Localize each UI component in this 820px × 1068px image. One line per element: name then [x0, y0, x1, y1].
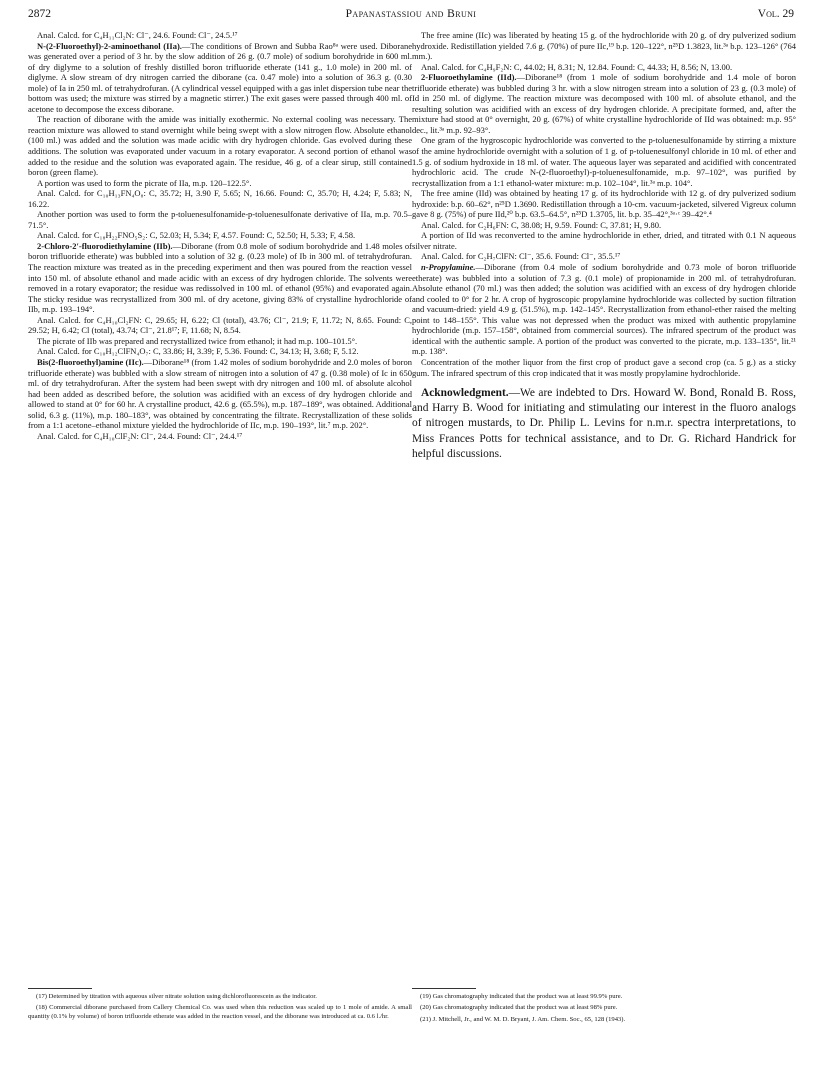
analysis-paragraph: Anal. Calcd. for C₂H₆FN: C, 38.08; H, 9.59. Found: C, 37.81; H, 9.80.	[421, 219, 662, 230]
procedure-paragraph	[412, 262, 796, 357]
volume-label: Vol. 29	[757, 8, 794, 20]
footnote-19: (19) Gas chromatography indicated that the product was at least 99.9% pure.	[420, 993, 623, 1000]
body-paragraph: A portion was used to form the picrate of IIa, m.p. 120–122.5°.	[37, 177, 252, 188]
analysis-paragraph: Anal. Calcd. for C₁₀H₁₂ClFN₄O₇: C, 33.86; H, 3.39; F, 5.36. Found: C, 34.13; H, 3.68; F, 5.12.	[37, 346, 359, 357]
compound-heading: Bis(2-fluoroethyl)amine (IIc).	[37, 356, 144, 367]
analysis-paragraph: Anal. Calcd. for C₁₀H₁₃FN₄O₈: C, 35.72; H, 3.90 F, 5.65; N, 16.66. Found: C, 35.70; H, 4.24; F, 5.83; N, 16.22.	[28, 188, 412, 209]
footnote-20: (20) Gas chromatography indicated that the product was at least 98% pure.	[420, 1004, 618, 1012]
procedure-paragraph	[412, 72, 796, 135]
right-column	[412, 30, 796, 462]
compound-heading: 2-Chloro-2′-fluorodiethylamine (IIb).	[37, 240, 173, 251]
running-head	[28, 6, 794, 22]
footnotes-right	[412, 988, 796, 1027]
body-paragraph: The picrate of IIb was prepared and recrystallized twice from ethanol; it had m.p. 100–101.5°.	[37, 335, 358, 346]
compound-heading: N-(2-Fluoroethyl)-2-aminoethanol (IIa).	[37, 40, 182, 51]
acknowledgment-paragraph	[412, 386, 796, 462]
footnote-rule	[412, 988, 476, 989]
procedure-text: —The conditions of Brown and Subba Rao⁸ᵃ were used. Diborane was generated over a period of 3 hr. by the slow addition of 26 g. (0.7 mole) of sodium borohydride in 600 ml. of dry diglyme to a solution of freshly distilled boron trifluoride etherate (141 g., 1.0 mole) in 200 ml. of diglyme. A slow stream of dry nitrogen carried the diborane (ca. 0.47 mole) into a solution of 36.3 g. (0.30 mole) of Ia in 250 ml. of tetrahydrofuran. (A cylindrical vessel equipped with a gas inlet dispersion tube near the bottom was used; the mixture was stirred by a magnetic stirrer.) The exit gases were passed through 400 ml. of acetone to decompose the excess diborane.	[28, 40, 412, 114]
running-head-authors: Papanastassiou and Bruni	[345, 8, 477, 20]
page-number: 2872	[28, 8, 51, 20]
procedure-text: —Diborane (from 0.4 mole of sodium borohydride and 0.73 mole of boron trifluoride etherate) was bubbled into a solution of 7.3 g. (0.1 mole) of propionamide in 200 ml. of tetrahydrofuran. Absolute ethanol (70 ml.) was then added; the solution was acidified with an excess of dry hydrogen chloride and cooled to 0° for 2 hr. A crop of hygroscopic propylamine hydrochloride was collected by suction filtration and vacuum-dried: yield 4.9 g. (51.5%), m.p. 142–145°. Recrystallization from ethanol-ether raised the melting point to 148–155°. This value was not depressed when the product was mixed with authentic propylamine hydrochloride (m.p. 157–158°, obtained from commercial sources). The infrared spectrum of the product was identical with the authentic sample. A portion of the product was converted to the picrate, m.p. 133–135°, lit.²¹ m.p. 138°.	[412, 262, 796, 357]
analysis-paragraph: Anal. Calcd. for C₄H₁₀ClF₂N: Cl⁻, 24.4. Found: Cl⁻, 24.4.¹⁷	[37, 430, 243, 441]
acknowledgment-heading: Acknowledgment.	[421, 387, 509, 400]
left-column	[28, 30, 412, 441]
analysis-paragraph: Anal. Calcd. for C₂H₇ClFN: Cl⁻, 35.6. Found: Cl⁻, 35.5.¹⁷	[421, 251, 621, 262]
analysis-paragraph: Anal. Calcd. for C₄H₁₀Cl₂FN: C, 29.65; H, 6.22; Cl (total), 43.76; Cl⁻, 21.9; F, 11.72; N, 8.65. Found: C, 29.52; H, 6.42; Cl (total), 43.74; Cl⁻, 21.8¹⁷; F, 11.68; N, 8.54.	[28, 314, 412, 336]
body-paragraph: A portion of IId was reconverted to the amine hydrochloride in ether, dried, and titrated with 0.1 N aqueous silver nitrate.	[412, 230, 796, 251]
compound-heading: 2-Fluoroethylamine (IId).	[421, 72, 517, 83]
procedure-paragraph	[28, 357, 412, 431]
footnote-rule	[28, 988, 92, 989]
compound-heading: n-Propylamine.	[421, 262, 476, 273]
body-paragraph: The reaction of diborane with the amide was initially exothermic. No external cooling was necessary. The reaction mixture was allowed to stand overnight while being swept with a slow nitrogen flow. Absolute ethanol (100 ml.) was added and the solution was made acidic with dry hydrogen chloride. Gas evolved during these additions. The solution was evaporated under vacuum in a rotary evaporator. A second portion of ethanol was added to the residue and the solution was evaporated again. The residue, 46 g. of a clear sirup, still contained boron (green flame).	[28, 114, 412, 178]
analysis-paragraph: Anal. Calcd. for C₄H₉F₂N: C, 44.02; H, 8.31; N, 12.84. Found: C, 44.33; H, 8.56; N, 13.00.	[421, 61, 733, 72]
footnote-21: (21) J. Mitchell, Jr., and W. M. D. Bryant, J. Am. Chem. Soc., 65, 128 (1943).	[420, 1015, 626, 1023]
footnote-17: (17) Determined by titration with aqueous silver nitrate solution using dichlorofluorescein as the indicator.	[36, 993, 317, 1000]
procedure-paragraph	[28, 241, 412, 315]
body-paragraph: Another portion was used to form the p-toluenesulfonamide-p-toluenesulfonate derivative of IIa, m.p. 70.5–71.5°.	[28, 209, 412, 230]
body-paragraph: Concentration of the mother liquor from the first crop of product gave a second crop (ca. 5 g.) as a sticky gum. The infrared spectrum of this crop indicated that it was mostly propylamine hydrochloride.	[412, 356, 796, 378]
analysis-paragraph: Anal. Calcd. for C₁₈H₂₂FNO₅S₂: C, 52.03; H, 5.34; F, 4.57. Found: C, 52.50; H, 5.33; F, 4.58.	[37, 230, 356, 241]
procedure-text: —Diborane (from 0.8 mole of sodium borohydride and 1.48 moles of boron trifluoride etherate) was bubbled into a solution of 32 g. (0.23 mole) of Ib in 300 ml. of tetrahydrofuran. The reaction mixture was treated as in the preceding experiment and then was poured from the reaction vessel into 150 ml. of absolute ethanol and made acidic with an excess of dry hydrogen chloride. The solvents were removed in a rotary evaporator; the residue was redissolved in 100 ml. of ethanol (95%) and evaporated again. The sticky residue was recrystallized from 300 ml. of dry acetone, giving 83% of crystalline hydrochloride of IIb, m.p. 193–194°.	[28, 240, 412, 315]
body-paragraph: One gram of the hygroscopic hydrochloride was converted to the p-toluenesulfonamide by stirring a mixture of the amine hydrochloride overnight with a solution of 1 g. of p-toluenesulfonyl chloride in 10 ml. of ether and 1.5 g. of sodium hydroxide in 18 ml. of water. The aqueous layer was separated and acidified with concentrated hydrochloric acid. The crude N-(2-fluoroethyl)-p-toluenesulfonamide, m.p. 97–102°, was purified by recrystallization from a 1:1 ethanol-water mixture: m.p. 102–104°, lit.³ᵃ m.p. 104°.	[412, 135, 796, 188]
procedure-text: —Diborane¹⁸ (from 1.42 moles of sodium borohydride and 2.0 moles of boron trifluoride etherate) was bubbled with a slow stream of nitrogen into a solution of 47 g. (0.38 mole) of Ic in 650 ml. of dry tetrahydrofuran. After the system had been swept with dry nitrogen and 100 ml. of absolute alcohol had been added as described before, the solution was acidified with an excess of dry hydrogen chloride and allowed to stand at 0° for 60 hr. A crystalline product, 42.6 g. (65.5%), m.p. 187–189°, was obtained. Additional solid, 6.3 g. (11%), m.p. 180–183°, was obtained by concentrating the filtrate. Recrystallization of these solids from a 1:1 acetone–ethanol mixture yielded the hydrochloride of IIc, m.p. 190–193°, lit.⁷ m.p. 202°.	[28, 356, 412, 431]
body-paragraph: The free amine (IIc) was liberated by heating 15 g. of the hydrochloride with 20 g. of dry pulverized sodium hydroxide. Redistillation yielded 7.6 g. (70%) of pure IIc,¹⁹ b.p. 120–122°, n²⁵D 1.3823, lit.³ᵃ b.p. 123–126° (764 mm.).	[412, 30, 796, 62]
analysis-paragraph: Anal. Calcd. for C₄H₁₁Cl₂N: Cl⁻, 24.6. Found: Cl⁻, 24.5.¹⁷	[37, 30, 238, 40]
body-paragraph: The free amine (IId) was obtained by heating 17 g. of its hydrochloride with 12 g. of dry pulverized sodium hydroxide: b.p. 60–62°, n²⁵D 1.3690. Redistillation through a 10-cm. vacuum-jacketed, silvered Vigreux column gave 8 g. (75%) of pure IId,²⁰ b.p. 63.5–64.5°, n²⁵D 1.3705, lit. b.p. 35–42°,³ᵃ·ᶜ 39–42°.⁴	[412, 188, 796, 220]
footnotes-left	[28, 988, 412, 1024]
footnote-18: (18) Commercial diborane purchased from Callery Chemical Co. was used when this reduction was scaled up to 1 mole of amide. A small quantity (0.1% by volume) of boron trifluoride etherate was added in the reaction vessel, and the diborane was introduced at ca. 0.6 l./hr.	[28, 1004, 412, 1020]
procedure-text: —Diborane¹⁸ (from 1 mole of sodium borohydride and 1.4 mole of boron trifluoride etherate) was bubbled during 3 hr. with a slow nitrogen stream into a solution of 23 g. (0.3 mole) of Id in 250 ml. of diglyme. The reaction mixture was decomposed with 100 ml. of absolute ethanol, and the resulting solution was acidified with an excess of dry hydrogen chloride. A precipitate formed, and, after the mixture had stood at 0° overnight, 20 g. (67%) of white crystalline hydrochloride of IId was obtained: m.p. 95° dec., lit.³ᵃ m.p. 92–93°.	[412, 72, 796, 135]
procedure-paragraph	[28, 41, 412, 115]
acknowledgment-text: —We are indebted to Drs. Howard W. Bond, Ronald B. Ross, and Harry B. Wood for initiating and stimulating our interest in the fluoro analogs of nitrogen mustards, to Dr. Philip L. Levins for n.m.r. spectra interpretations, to Miss Frances Potts for technical assistance, and to Dr. G. Richard Handrick for helpful discussions.	[412, 387, 796, 460]
